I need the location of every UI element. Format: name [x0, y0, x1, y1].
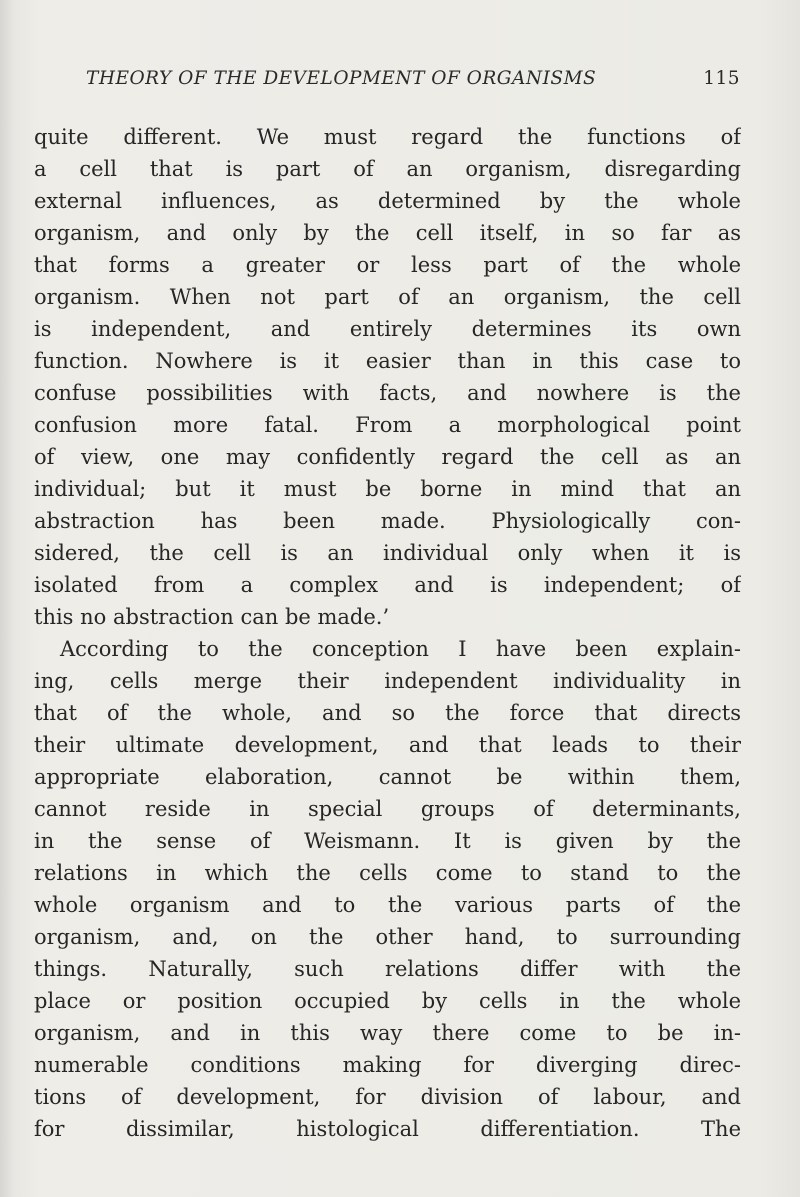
text-line: a cell that is part of an organism, disregarding	[34, 157, 741, 181]
text-line: numerable conditions making for diverging direc-	[34, 1053, 741, 1077]
text-line: organism, and in this way there come to be in-	[34, 1021, 741, 1045]
body-text	[34, 121, 741, 1145]
text-line: organism. When not part of an organism, the cell	[34, 285, 741, 309]
text-line: external influences, as determined by the whole	[34, 189, 741, 213]
text-line: confusion more fatal. From a morphological point	[34, 413, 741, 437]
text-line: cannot reside in special groups of determinants,	[34, 797, 741, 821]
text-line: that of the whole, and so the force that directs	[34, 701, 741, 725]
text-line: in the sense of Weismann. It is given by the	[34, 829, 741, 853]
running-title: THEORY OF THE DEVELOPMENT OF ORGANISMS	[86, 68, 597, 89]
text-line: whole organism and to the various parts of the	[34, 893, 741, 917]
text-line: relations in which the cells come to stand to the	[34, 861, 741, 885]
page-number: 115	[703, 68, 740, 89]
paragraph-first-line: According to the conception I have been explain-	[60, 637, 741, 661]
running-head	[86, 68, 740, 98]
text-line: appropriate elaboration, cannot be within them,	[34, 765, 741, 789]
text-line: organism, and only by the cell itself, in so far as	[34, 221, 741, 245]
text-line: for dissimilar, histological differentiation. The	[34, 1117, 741, 1141]
text-line: things. Naturally, such relations differ with the	[34, 957, 741, 981]
text-line: abstraction has been made. Physiologically con-	[34, 509, 741, 533]
text-line: that forms a greater or less part of the whole	[34, 253, 741, 277]
paragraph-last-line: this no abstraction can be made.’	[34, 605, 390, 629]
text-line: their ultimate development, and that leads to their	[34, 733, 741, 757]
text-line: quite different. We must regard the functions of	[34, 125, 741, 149]
text-line: function. Nowhere is it easier than in this case to	[34, 349, 741, 373]
text-line: isolated from a complex and is independent; of	[34, 573, 741, 597]
text-line: place or position occupied by cells in the whole	[34, 989, 741, 1013]
text-line: sidered, the cell is an individual only when it is	[34, 541, 741, 565]
text-line: of view, one may confidently regard the cell as an	[34, 445, 741, 469]
text-line: organism, and, on the other hand, to surrounding	[34, 925, 741, 949]
text-line: confuse possibilities with facts, and nowhere is the	[34, 381, 741, 405]
text-line: individual; but it must be borne in mind that an	[34, 477, 741, 501]
text-line: ing, cells merge their independent individuality in	[34, 669, 741, 693]
text-line: tions of development, for division of labour, and	[34, 1085, 741, 1109]
text-line: is independent, and entirely determines its own	[34, 317, 741, 341]
